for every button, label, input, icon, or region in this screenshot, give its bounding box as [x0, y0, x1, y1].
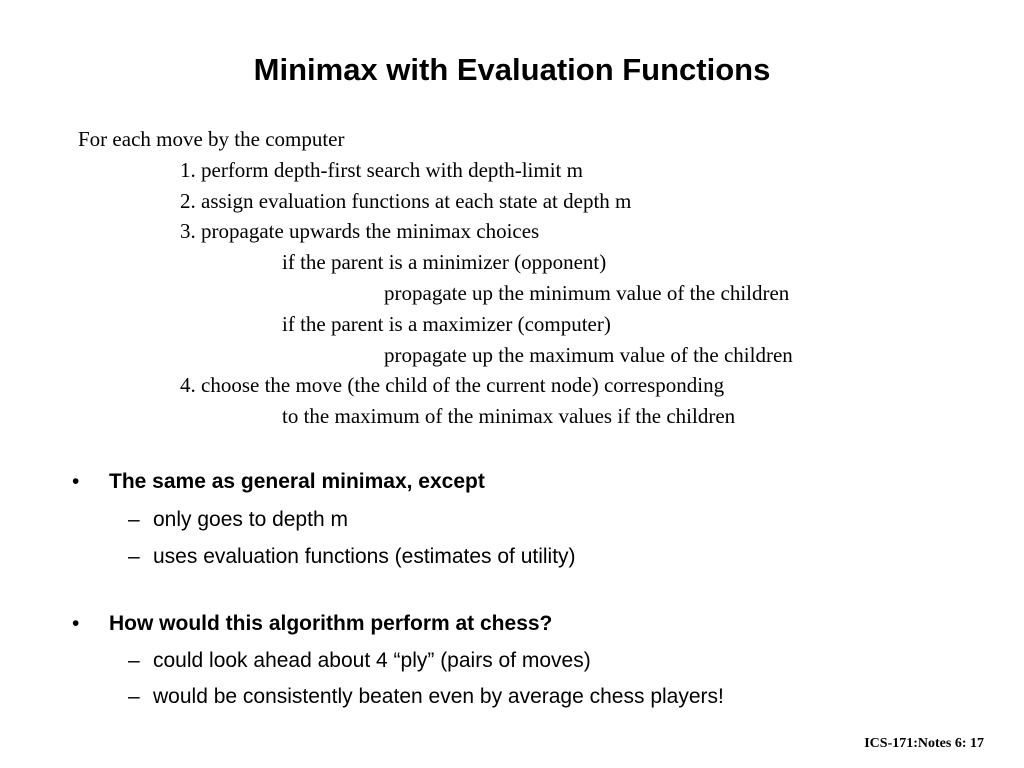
algorithm-line: 2. assign evaluation functions at each state at depth m: [180, 188, 632, 213]
sub-bullet-text: would be consistently beaten even by average chess players!: [153, 685, 724, 708]
slide-title: Minimax with Evaluation Functions: [253, 52, 771, 87]
algorithm-line: 4. choose the move (the child of the current node) corresponding: [180, 373, 725, 398]
algorithm-line: propagate up the minimum value of the children: [384, 280, 790, 305]
sub-bullet-marker: –: [128, 508, 140, 531]
sub-bullet-marker: –: [128, 649, 140, 672]
bullet-marker: •: [72, 470, 80, 493]
algorithm-line: For each move by the computer: [78, 127, 345, 151]
algorithm-line: to the maximum of the minimax values if the children: [282, 404, 736, 429]
bullet-text: How would this algorithm perform at chess?: [109, 612, 553, 635]
algorithm-line: 1. perform depth-first search with depth-limit m: [180, 157, 583, 182]
sub-bullet-marker: –: [128, 685, 140, 708]
bullet-marker: •: [72, 612, 80, 635]
sub-bullet-marker: –: [128, 545, 140, 568]
algorithm-line: if the parent is a maximizer (computer): [282, 311, 611, 336]
sub-bullet-text: uses evaluation functions (estimates of utility): [153, 545, 576, 568]
algorithm-line: if the parent is a minimizer (opponent): [282, 250, 607, 275]
algorithm-line: 3. propagate upwards the minimax choices: [180, 219, 540, 244]
sub-bullet-text: could look ahead about 4 “ply” (pairs of moves): [153, 649, 591, 672]
algorithm-line: propagate up the maximum value of the children: [384, 342, 793, 367]
bullet-text: The same as general minimax, except: [109, 470, 485, 493]
sub-bullet-text: only goes to depth m: [153, 508, 348, 531]
slide-footer: ICS-171:Notes 6: 17: [864, 736, 984, 751]
